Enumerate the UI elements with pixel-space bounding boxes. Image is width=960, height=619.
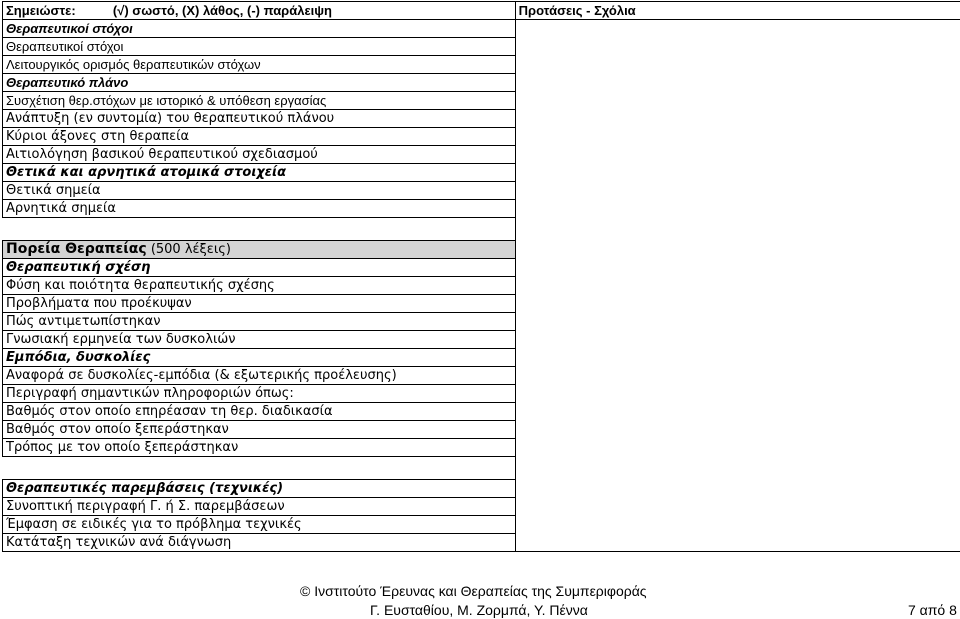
checklist-item: Αναφορά σε δυσκολίες-εμπόδια (& εξωτερικής προέλευσης) [3, 367, 516, 385]
word-limit: (500 λέξεις) [150, 242, 231, 257]
checklist-item: Τρόπος με τον οποίο ξεπεράστηκαν [3, 439, 516, 457]
section-heading-obstacles [3, 349, 960, 367]
comment-cell[interactable] [515, 349, 960, 367]
comment-cell[interactable] [515, 403, 960, 421]
checklist-row [3, 128, 960, 146]
checklist-row [3, 367, 960, 385]
comment-cell[interactable] [515, 74, 960, 92]
comment-cell[interactable] [515, 241, 960, 259]
checklist-row [3, 534, 960, 552]
checklist-row [3, 439, 960, 457]
checklist-item: Θετικά σημεία [3, 182, 516, 200]
plan-heading: Θεραπευτικό πλάνο [3, 74, 516, 92]
checklist-item: Πώς αντιμετωπίστηκαν [3, 313, 516, 331]
checklist-row [3, 110, 960, 128]
comment-cell[interactable] [515, 92, 960, 110]
checklist-row [3, 92, 960, 110]
comment-cell[interactable] [515, 128, 960, 146]
checklist-item: Βαθμός στον οποίο επηρέασαν τη θερ. διαδικασία [3, 403, 516, 421]
comment-cell[interactable] [515, 331, 960, 349]
comment-cell[interactable] [515, 385, 960, 403]
checklist-row [3, 200, 960, 218]
checklist-row [3, 498, 960, 516]
form-header-row [3, 2, 960, 20]
checklist-item: Βαθμός στον οποίο ξεπεράστηκαν [3, 421, 516, 439]
goals-heading: Θεραπευτικοί στόχοι [3, 20, 516, 38]
legend-cell [3, 2, 516, 20]
comment-cell[interactable] [515, 110, 960, 128]
comment-cell[interactable] [515, 313, 960, 331]
checklist-item: Γνωσιακή ερμηνεία των δυσκολιών [3, 331, 516, 349]
checklist-item: Θεραπευτικοί στόχοι [3, 38, 516, 56]
comment-cell[interactable] [515, 146, 960, 164]
checklist-row [3, 421, 960, 439]
checklist-row [3, 277, 960, 295]
checklist-item: Κατάταξη τεχνικών ανά διάγνωση [3, 534, 516, 552]
relationship-heading: Θεραπευτική σχέση [3, 259, 516, 277]
checklist-item: Συσχέτιση θερ.στόχων με ιστορικό & υπόθεση εργασίας [3, 92, 516, 110]
interventions-heading: Θεραπευτικές παρεμβάσεις (τεχνικές) [3, 480, 516, 498]
course-title-row [3, 241, 960, 259]
spacer-cell [3, 218, 516, 241]
comment-cell[interactable] [515, 200, 960, 218]
comment-cell[interactable] [515, 56, 960, 74]
checklist-item: Φύση και ποιότητα θεραπευτικής σχέσης [3, 277, 516, 295]
spacer-row [3, 457, 960, 480]
checklist-row [3, 403, 960, 421]
note-label: Σημειώστε: [6, 2, 76, 18]
checklist-row [3, 38, 960, 56]
checklist-row [3, 331, 960, 349]
checklist-row [3, 295, 960, 313]
checklist-row [3, 146, 960, 164]
checklist-row [3, 182, 960, 200]
comment-cell[interactable] [515, 367, 960, 385]
comment-cell[interactable] [515, 439, 960, 457]
checklist-item: Κύριοι άξονες στη θεραπεία [3, 128, 516, 146]
checklist-item: Έμφαση σε ειδικές για το πρόβλημα τεχνικές [3, 516, 516, 534]
course-title: Πορεία Θεραπείας [6, 241, 147, 257]
checklist-row [3, 385, 960, 403]
comment-cell[interactable] [515, 295, 960, 313]
comment-cell[interactable] [515, 457, 960, 480]
authors-line: Γ. Ευσταθίου, Μ. Ζορμπά, Υ. Πέννα [370, 602, 588, 618]
page-number: 7 από 8 [908, 602, 957, 618]
checklist-row [3, 313, 960, 331]
copyright-line: © Ινστιτούτο Έρευνας και Θεραπείας της Συμπεριφοράς [300, 583, 647, 599]
comment-cell[interactable] [515, 182, 960, 200]
section-heading-plan [3, 74, 960, 92]
course-title-cell [3, 241, 516, 259]
legend-text: (√) σωστό, (Χ) λάθος, (-) παράλειψη [112, 2, 332, 18]
section-heading-traits [3, 164, 960, 182]
section-heading-goals [3, 20, 960, 38]
comments-header: Προτάσεις - Σχόλια [515, 2, 960, 20]
comment-cell[interactable] [515, 259, 960, 277]
evaluation-form-table [2, 1, 960, 552]
section-heading-interventions [3, 480, 960, 498]
checklist-row [3, 56, 960, 74]
checklist-item: Προβλήματα που προέκυψαν [3, 295, 516, 313]
comment-cell[interactable] [515, 516, 960, 534]
comment-cell[interactable] [515, 164, 960, 182]
comment-cell[interactable] [515, 218, 960, 241]
section-heading-relationship [3, 259, 960, 277]
comment-cell[interactable] [515, 38, 960, 56]
checklist-item: Λειτουργικός ορισμός θεραπευτικών στόχων [3, 56, 516, 74]
checklist-item: Αιτιολόγηση βασικού θεραπευτικού σχεδιασμού [3, 146, 516, 164]
comment-cell[interactable] [515, 421, 960, 439]
checklist-item: Αρνητικά σημεία [3, 200, 516, 218]
checklist-row [3, 516, 960, 534]
checklist-item: Συνοπτική περιγραφή Γ. ή Σ. παρεμβάσεων [3, 498, 516, 516]
comment-cell[interactable] [515, 277, 960, 295]
comment-cell[interactable] [515, 498, 960, 516]
checklist-item: Περιγραφή σημαντικών πληροφοριών όπως: [3, 385, 516, 403]
spacer-row [3, 218, 960, 241]
checklist-item: Ανάπτυξη (εν συντομία) του θεραπευτικού πλάνου [3, 110, 516, 128]
traits-heading: Θετικά και αρνητικά ατομικά στοιχεία [3, 164, 516, 182]
comment-cell[interactable] [515, 534, 960, 552]
comment-cell[interactable] [515, 480, 960, 498]
obstacles-heading: Εμπόδια, δυσκολίες [3, 349, 516, 367]
spacer-cell [3, 457, 516, 480]
comment-cell[interactable] [515, 20, 960, 38]
